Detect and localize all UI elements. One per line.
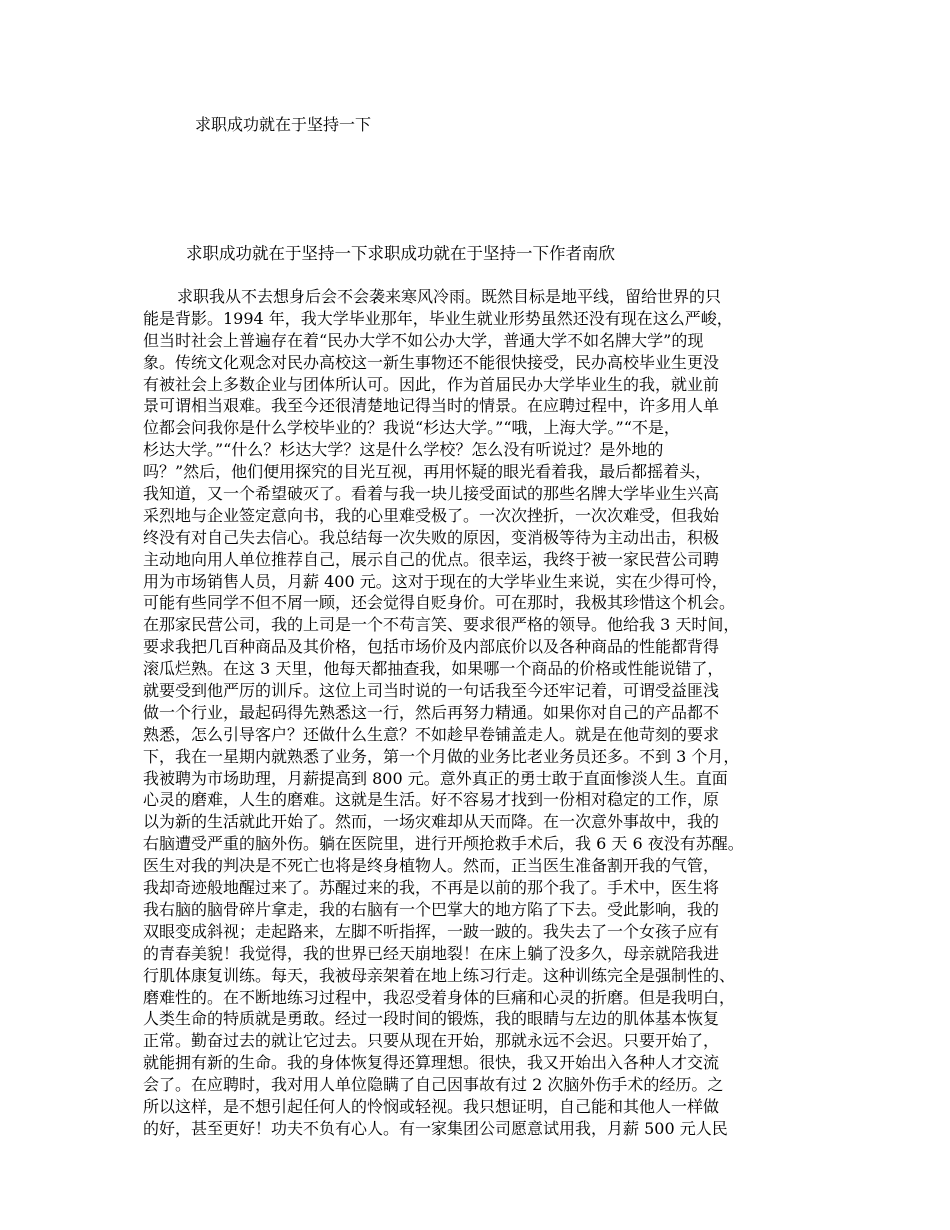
body-text-line: 我被聘为市场助理，月薪提高到 800 元。意外真正的勇士敢于直面惨淡人生。直面 — [143, 768, 728, 788]
body-text-line: 的好，甚至更好！功夫不负有心人。有一家集团公司愿意试用我，月薪 500 元人民 — [143, 1118, 728, 1138]
body-text-line: 用为市场销售人员，月薪 400 元。这对于现在的大学毕业生来说，实在少得可怜， — [143, 571, 728, 591]
body-text-line: 就要受到他严厉的训斥。这位上司当时说的一句话我至今还牢记着，可谓受益匪浅 — [143, 681, 720, 701]
body-text-line: 磨难性的。在不断地练习过程中，我忍受着身体的巨痛和心灵的折磨。但是我明白， — [143, 987, 736, 1007]
body-text-line: 位都会问我你是什么学校毕业的？我说“杉达大学。”“哦，上海大学。”“不是， — [143, 418, 680, 438]
body-text-line: 我右脑的脑骨碎片拿走，我的右脑有一个巴掌大的地方陷了下去。受此影响，我的 — [143, 899, 720, 919]
body-text-line: 双眼变成斜视；走起路来，左脚不听指挥，一跛一跛的。我失去了一个女孩子应有 — [143, 921, 720, 941]
body-text-line: 吗？”然后，他们便用探究的目光互视，再用怀疑的眼光看着我，最后都摇着头， — [143, 462, 712, 482]
document-title: 求职成功就在于坚持一下 — [195, 115, 372, 134]
body-text-line: 象。传统文化观念对民办高校这一新生事物还不能很快接受，民办高校毕业生更没 — [143, 352, 720, 372]
body-text-line: 就能拥有新的生命。我的身体恢复得还算理想。很快，我又开始出入各种人才交流 — [143, 1053, 720, 1073]
body-text-line: 终没有对自己失去信心。我总结每一次失败的原因，变消极等待为主动出击，积极 — [143, 527, 720, 547]
body-text-line: 有被社会上多数企业与团体所认可。因此，作为首届民办大学毕业生的我，就业前 — [143, 374, 720, 394]
body-text-line: 会了。在应聘时，我对用人单位隐瞒了自己因事故有过 2 次脑外伤手术的经历。之 — [143, 1075, 724, 1095]
body-text-line: 做一个行业，最起码得先熟悉这一行，然后再努力精通。如果你对自己的产品都不 — [143, 702, 720, 722]
body-text-line: 我却奇迹般地醒过来了。苏醒过来的我，不再是以前的那个我了。手术中，医生将 — [143, 878, 720, 898]
body-text-line: 能是背影。1994 年，我大学毕业那年，毕业生就业形势虽然还没有现在这么严峻， — [143, 308, 733, 328]
body-text-line: 以为新的生活就此开始了。然而，一场灾难却从天而降。在一次意外事故中，我的 — [143, 812, 720, 832]
body-text-line: 的青春美貌！我觉得，我的世界已经天崩地裂！在床上躺了没多久，母亲就陪我进 — [143, 943, 720, 963]
body-text-line: 医生对我的判决是不死亡也将是终身植物人。然而，正当医生准备割开我的气管， — [143, 856, 720, 876]
body-text-line: 滚瓜烂熟。在这 3 天里，他每天都抽查我，如果哪一个商品的价格或性能说错了， — [143, 659, 724, 679]
body-text-line: 人类生命的特质就是勇敢。经过一段时间的锻炼，我的眼睛与左边的肌体基本恢复 — [143, 1009, 720, 1029]
body-text-line: 但当时社会上普遍存在着“民办大学不如公办大学，普通大学不如名牌大学”的现 — [143, 330, 704, 350]
body-text-line: 景可谓相当艰难。我至今还很清楚地记得当时的情景。在应聘过程中，许多用人单 — [143, 396, 720, 416]
body-text-line: 求职我从不去想身后会不会袭来寒风冷雨。既然目标是地平线，留给世界的只 — [177, 287, 722, 306]
body-text-line: 行肌体康复训练。每天，我被母亲架着在地上练习行走。这种训练完全是强制性的、 — [143, 965, 736, 985]
body-text-line: 可能有些同学不但不屑一顾，还会觉得自贬身价。可在那时，我极其珍惜这个机会。 — [143, 593, 736, 613]
body-text-line: 右脑遭受严重的脑外伤。躺在医院里，进行开颅抢救手术后，我 6 天 6 夜没有苏醒。 — [143, 834, 744, 854]
document-body — [143, 286, 823, 1140]
body-text-line: 主动地向用人单位推荐自己，展示自己的优点。很幸运，我终于被一家民营公司聘 — [143, 549, 720, 569]
body-text-line: 心灵的磨难，人生的磨难。这就是生活。好不容易才找到一份相对稳定的工作，原 — [143, 790, 720, 810]
body-text-line: 正常。勤奋过去的就让它过去。只要从现在开始，那就永远不会迟。只要开始了， — [143, 1031, 720, 1051]
body-text-line: 我知道，又一个希望破灭了。看着与我一块儿接受面试的那些名牌大学毕业生兴高 — [143, 484, 720, 504]
document-subtitle: 求职成功就在于坚持一下求职成功就在于坚持一下作者南欣 — [186, 244, 615, 263]
body-text-line: 在那家民营公司，我的上司是一个不苟言笑、要求很严格的领导。他给我 3 天时间， — [143, 615, 740, 635]
body-text-line: 杉达大学。”“什么？杉达大学？这是什么学校？怎么没有听说过？是外地的 — [143, 440, 664, 460]
body-text-line: 要求我把几百种商品及其价格，包括市场价及内部底价以及各种商品的性能都背得 — [143, 637, 720, 657]
body-text-line: 采烈地与企业签定意向书，我的心里难受极了。一次次挫折，一次次难受，但我始 — [143, 505, 720, 525]
body-text-line: 所以这样，是不想引起任何人的怜悯或轻视。我只想证明，自己能和其他人一样做 — [143, 1096, 720, 1116]
body-text-line: 下，我在一星期内就熟悉了业务，第一个月做的业务比老业务员还多。不到 3 个月， — [143, 746, 740, 766]
body-text-line: 熟悉，怎么引导客户？还做什么生意？不如趁早卷铺盖走人。就是在他苛刻的要求 — [143, 724, 720, 744]
